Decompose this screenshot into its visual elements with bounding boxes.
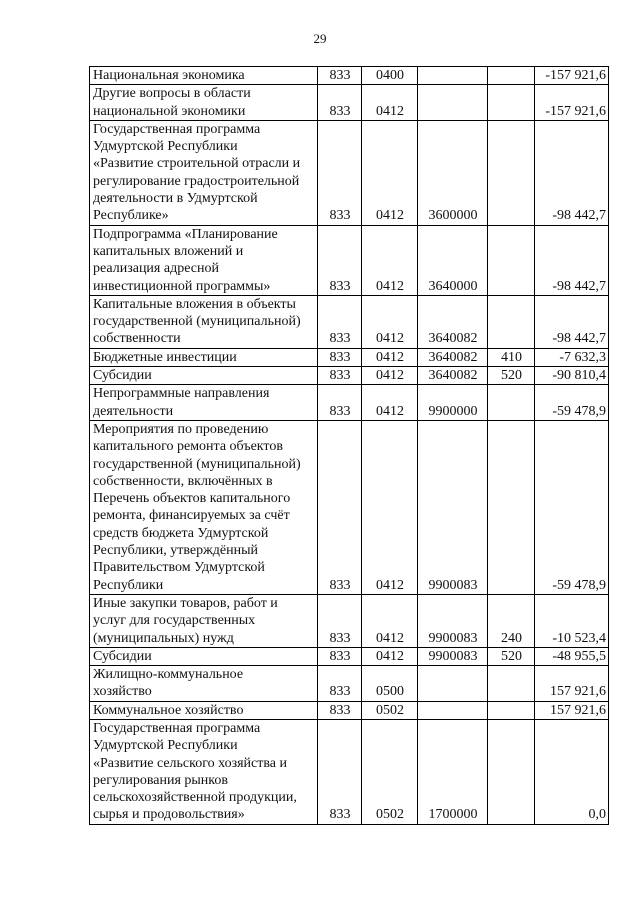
table-row [90,67,609,85]
row-section-cell: 0412 [362,647,418,665]
row-amount-cell: -7 632,3 [535,348,609,366]
row-expense-type-cell: 520 [488,367,535,385]
row-ved-cell: 833 [318,367,362,385]
row-expense-type-cell: 410 [488,348,535,366]
row-amount-cell: -59 478,9 [535,420,609,594]
budget-table-body [90,67,609,825]
row-ved-cell: 833 [318,701,362,719]
table-row [90,420,609,594]
row-target-article-cell: 3640082 [418,348,488,366]
table-row [90,719,609,824]
row-ved-cell: 833 [318,647,362,665]
row-expense-type-cell [488,225,535,295]
row-amount-cell: 157 921,6 [535,701,609,719]
row-ved-cell: 833 [318,67,362,85]
row-target-article-cell: 3640082 [418,367,488,385]
row-name-cell: Непрограммные направления деятельности [90,385,318,421]
row-expense-type-cell [488,295,535,348]
table-row [90,594,609,647]
table-row [90,385,609,421]
row-amount-cell: -98 442,7 [535,295,609,348]
row-target-article-cell: 3600000 [418,120,488,225]
row-section-cell: 0500 [362,666,418,702]
row-target-article-cell: 1700000 [418,719,488,824]
row-expense-type-cell [488,666,535,702]
row-expense-type-cell: 240 [488,594,535,647]
budget-table [89,66,609,825]
page-number: 29 [313,31,327,46]
row-name-cell: Коммунальное хозяйство [90,701,318,719]
row-target-article-cell: 3640082 [418,295,488,348]
row-section-cell: 0412 [362,594,418,647]
row-amount-cell: -157 921,6 [535,67,609,85]
row-name-cell: Государственная программа Удмуртской Республики «Развитие сельского хозяйства и регулирования рынков сельскохозяйственной продукции, сырья и продовольствия» [90,719,318,824]
row-expense-type-cell [488,67,535,85]
row-target-article-cell [418,67,488,85]
row-target-article-cell: 3640000 [418,225,488,295]
row-amount-cell: 0,0 [535,719,609,824]
row-name-cell: Субсидии [90,647,318,665]
row-section-cell: 0412 [362,420,418,594]
row-name-cell: Национальная экономика [90,67,318,85]
row-target-article-cell: 9900000 [418,385,488,421]
row-name-cell: Подпрограмма «Планирование капитальных вложений и реализация адресной инвестиционной программы» [90,225,318,295]
row-ved-cell: 833 [318,85,362,121]
row-amount-cell: -48 955,5 [535,647,609,665]
row-section-cell: 0412 [362,367,418,385]
row-expense-type-cell [488,85,535,121]
row-amount-cell: -157 921,6 [535,85,609,121]
row-ved-cell: 833 [318,385,362,421]
row-target-article-cell: 9900083 [418,647,488,665]
table-row [90,120,609,225]
row-name-cell: Иные закупки товаров, работ и услуг для государственных (муниципальных) нужд [90,594,318,647]
row-ved-cell: 833 [318,666,362,702]
row-ved-cell: 833 [318,420,362,594]
row-target-article-cell [418,701,488,719]
row-name-cell: Другие вопросы в области национальной экономики [90,85,318,121]
row-amount-cell: -10 523,4 [535,594,609,647]
row-section-cell: 0502 [362,701,418,719]
row-section-cell: 0502 [362,719,418,824]
row-expense-type-cell [488,701,535,719]
row-amount-cell: -59 478,9 [535,385,609,421]
row-name-cell: Капитальные вложения в объекты государственной (муниципальной) собственности [90,295,318,348]
row-section-cell: 0412 [362,120,418,225]
table-row [90,647,609,665]
table-row [90,701,609,719]
row-section-cell: 0412 [362,348,418,366]
row-target-article-cell [418,85,488,121]
table-row [90,666,609,702]
row-amount-cell: 157 921,6 [535,666,609,702]
row-amount-cell: -98 442,7 [535,225,609,295]
row-target-article-cell: 9900083 [418,594,488,647]
row-target-article-cell [418,666,488,702]
row-name-cell: Государственная программа Удмуртской Республики «Развитие строительной отрасли и регулирование градостроительной деятельности в Удмуртской Республике» [90,120,318,225]
row-section-cell: 0412 [362,85,418,121]
row-expense-type-cell [488,719,535,824]
row-ved-cell: 833 [318,225,362,295]
row-amount-cell: -90 810,4 [535,367,609,385]
row-ved-cell: 833 [318,719,362,824]
row-ved-cell: 833 [318,295,362,348]
table-row [90,367,609,385]
row-name-cell: Жилищно-коммунальное хозяйство [90,666,318,702]
row-ved-cell: 833 [318,594,362,647]
table-row [90,348,609,366]
row-section-cell: 0400 [362,67,418,85]
table-row [90,225,609,295]
row-section-cell: 0412 [362,225,418,295]
row-ved-cell: 833 [318,348,362,366]
row-expense-type-cell [488,420,535,594]
row-section-cell: 0412 [362,385,418,421]
row-name-cell: Субсидии [90,367,318,385]
row-amount-cell: -98 442,7 [535,120,609,225]
row-expense-type-cell [488,385,535,421]
table-row [90,295,609,348]
row-target-article-cell: 9900083 [418,420,488,594]
row-section-cell: 0412 [362,295,418,348]
row-name-cell: Бюджетные инвестиции [90,348,318,366]
row-expense-type-cell: 520 [488,647,535,665]
row-ved-cell: 833 [318,120,362,225]
table-row [90,85,609,121]
row-expense-type-cell [488,120,535,225]
row-name-cell: Мероприятия по проведению капитального ремонта объектов государственной (муниципальной) собственности, включённых в Перечень объектов капитального ремонта, финансируемых за счёт средств бюджета Удмуртской Республики, утверждённый Правительством Удмуртской Республики [90,420,318,594]
